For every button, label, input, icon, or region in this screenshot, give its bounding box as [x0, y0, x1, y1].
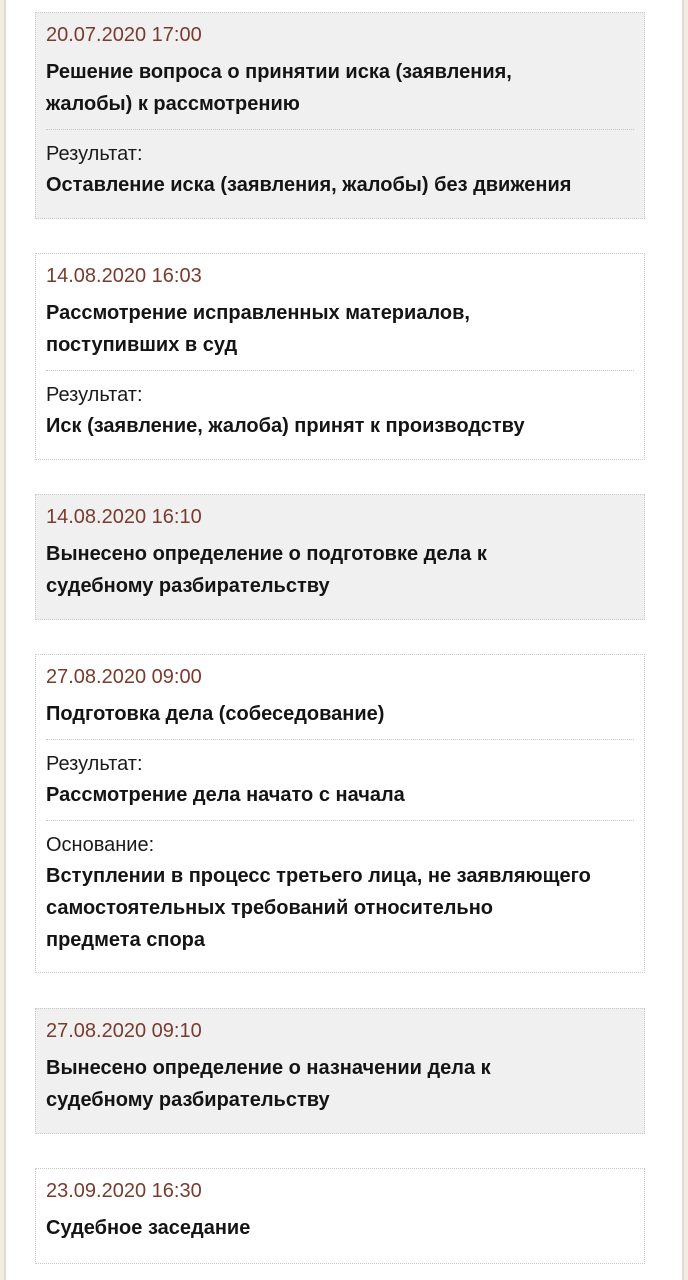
event-result-label: Результат:	[46, 143, 143, 165]
event-datetime: 20.07.2020 17:00	[46, 24, 202, 46]
event-datetime: 23.09.2020 16:30	[46, 1180, 202, 1202]
event-result-value: Оставление иска (заявления, жалобы) без движения	[46, 174, 572, 196]
case-event	[35, 1168, 645, 1264]
event-datetime: 27.08.2020 09:00	[46, 666, 202, 688]
event-divider	[46, 820, 634, 821]
event-divider	[46, 739, 634, 740]
event-title: Подготовка дела (собеседование)	[46, 703, 385, 725]
case-event	[35, 494, 645, 620]
case-event	[35, 253, 645, 460]
case-event	[35, 1008, 645, 1134]
event-title: Решение вопроса о принятии иска (заявления, жалобы) к рассмотрению	[46, 61, 512, 115]
event-basis-value: Вступлении в процесс третьего лица, не заявляющего самостоятельных требований относительно предмета спора	[46, 865, 591, 951]
event-result-value: Рассмотрение дела начато с начала	[46, 784, 405, 806]
page-frame-left	[0, 0, 6, 1280]
event-divider	[46, 370, 634, 371]
case-event	[35, 12, 645, 219]
event-result-label: Результат:	[46, 753, 143, 775]
event-divider	[46, 129, 634, 130]
case-event	[35, 654, 645, 973]
event-datetime: 14.08.2020 16:10	[46, 506, 202, 528]
event-result-value: Иск (заявление, жалоба) принят к производству	[46, 415, 525, 437]
event-title: Вынесено определение о подготовке дела к судебному разбирательству	[46, 543, 487, 597]
event-title: Судебное заседание	[46, 1217, 251, 1239]
event-datetime: 14.08.2020 16:03	[46, 265, 202, 287]
event-title: Рассмотрение исправленных материалов, поступивших в суд	[46, 302, 470, 356]
event-title: Вынесено определение о назначении дела к судебному разбирательству	[46, 1057, 491, 1111]
event-result-label: Результат:	[46, 384, 143, 406]
page-frame-right	[682, 0, 688, 1280]
event-basis-label: Основание:	[46, 834, 155, 856]
event-datetime: 27.08.2020 09:10	[46, 1020, 202, 1042]
